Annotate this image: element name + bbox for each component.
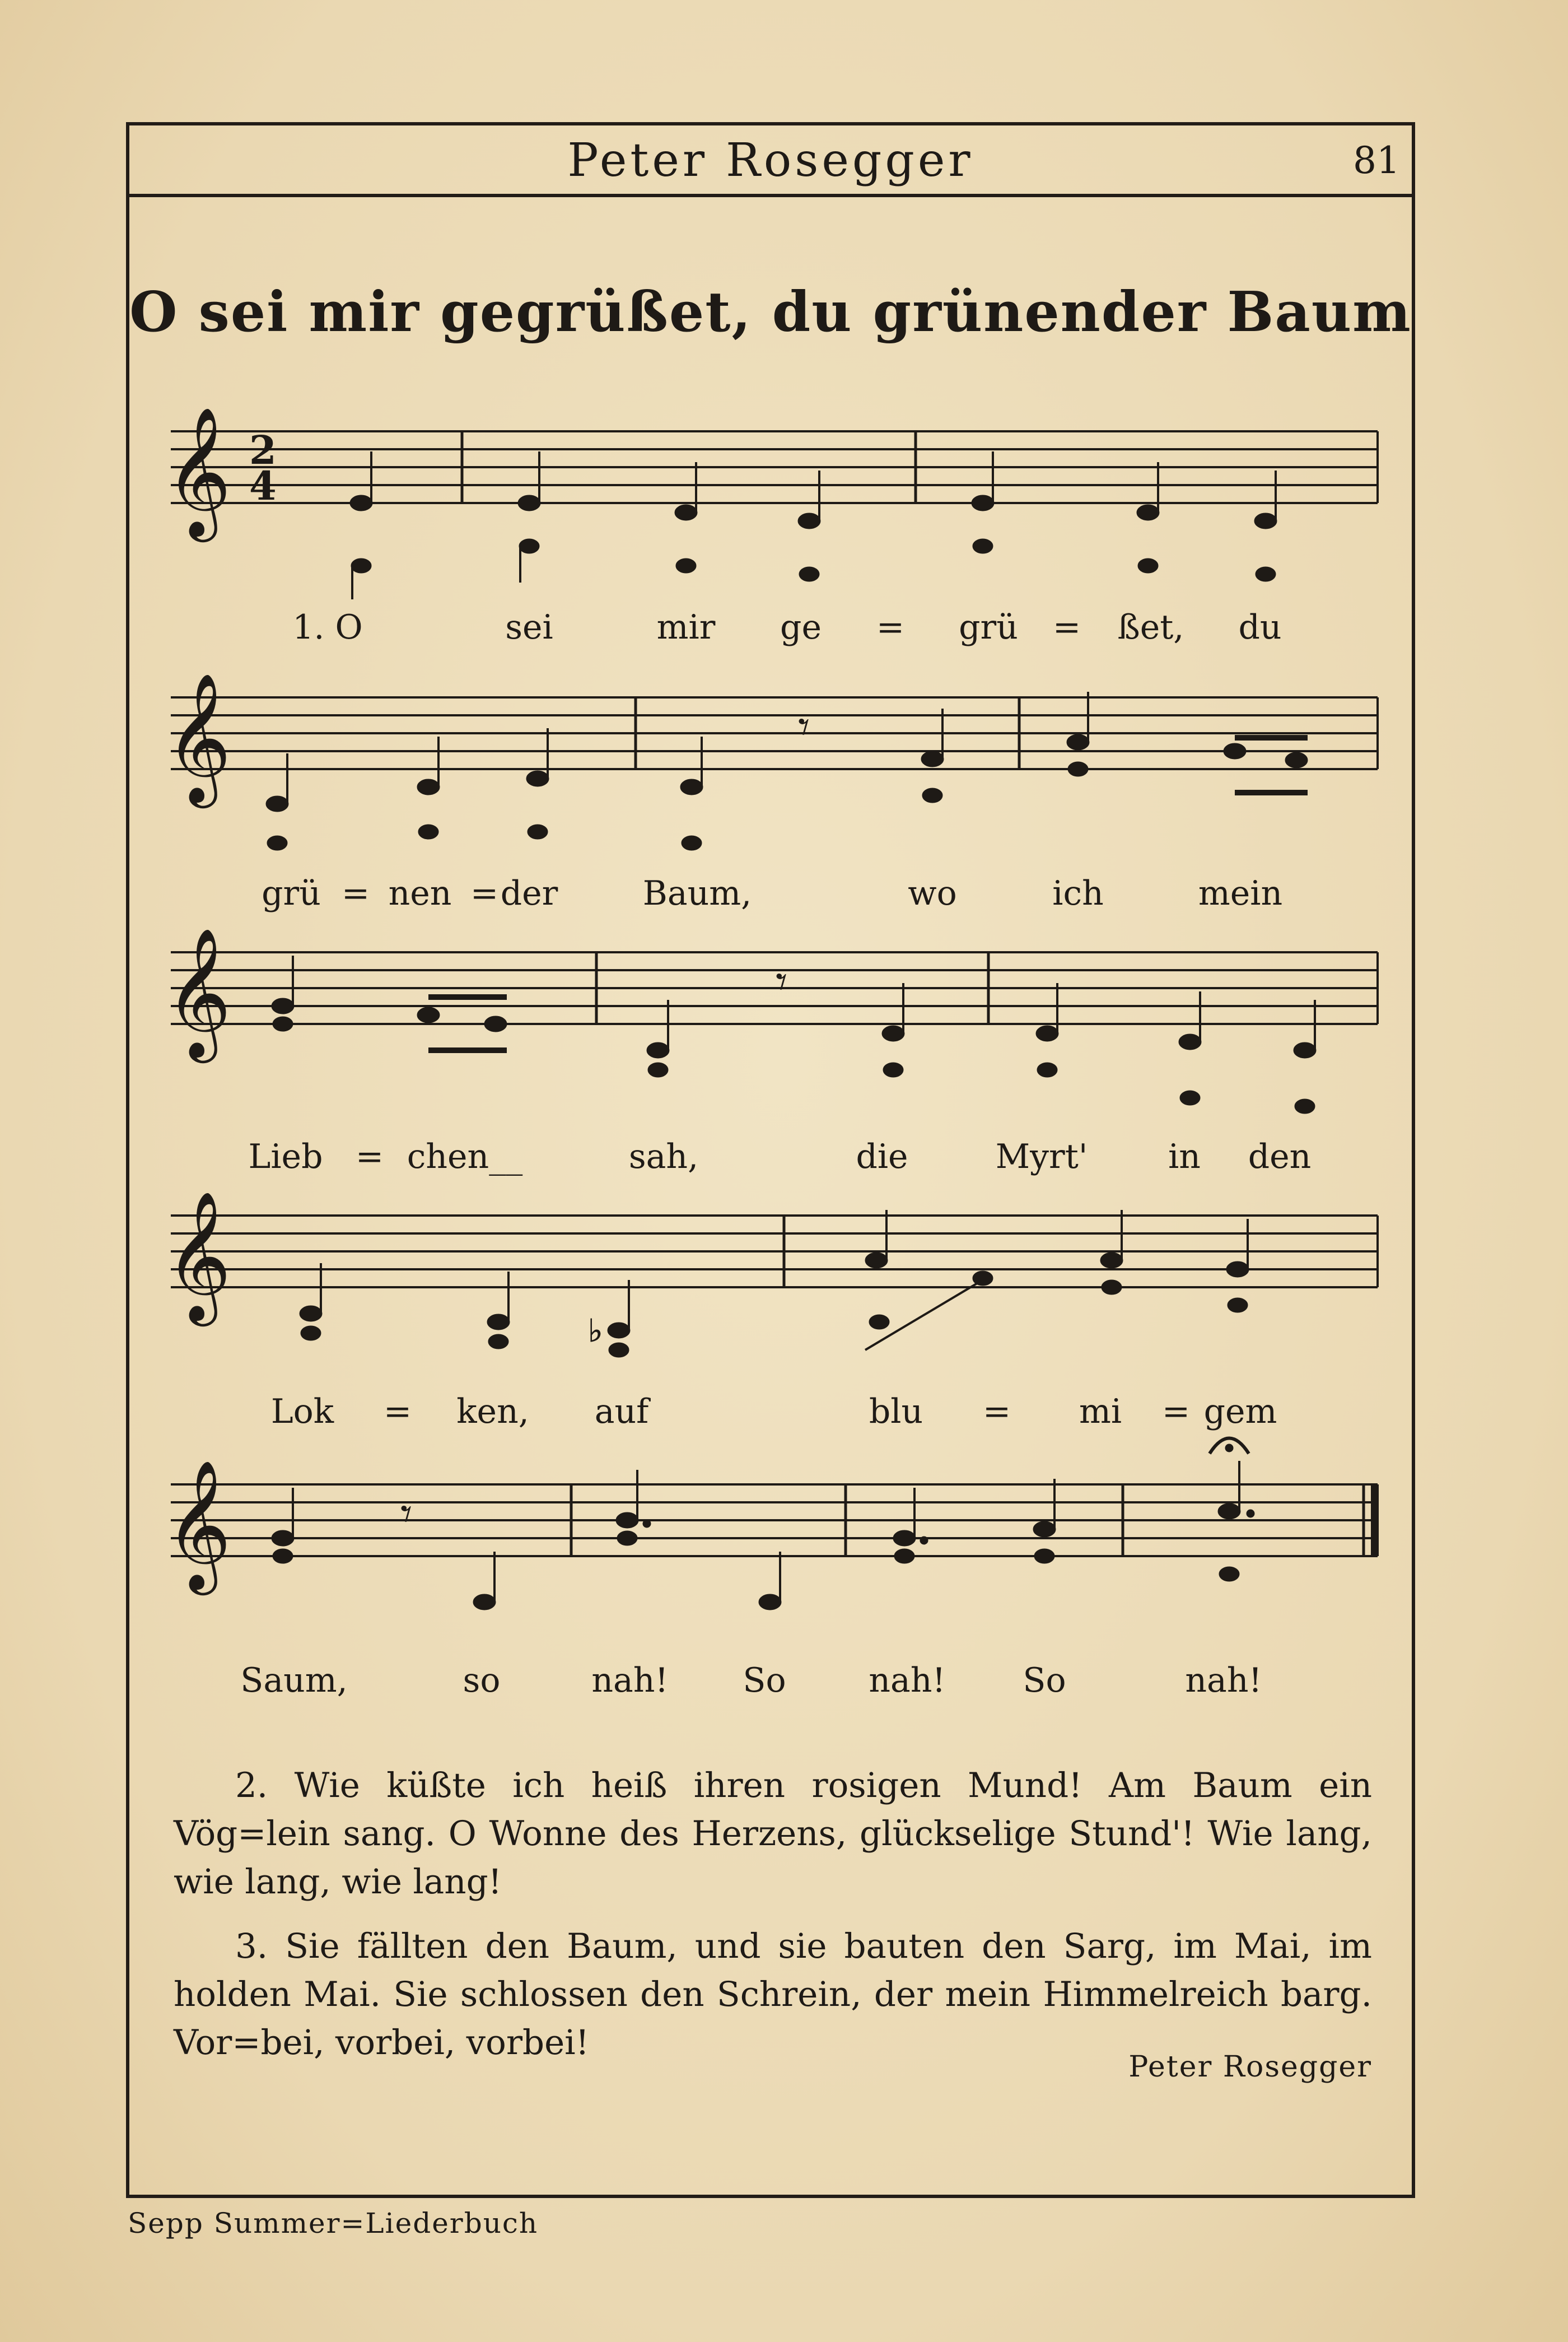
note-head (1218, 1503, 1240, 1519)
author-signature: Peter Rosegger (1128, 2050, 1372, 2084)
time-signature-numerator: 2 (249, 427, 277, 473)
note-head (798, 513, 820, 529)
eighth-rest-icon: 𝄾 (400, 1488, 413, 1540)
lyric-syllable: So (743, 1661, 786, 1700)
note-head (1034, 1549, 1054, 1563)
dot (643, 1520, 651, 1528)
note-head (973, 1271, 993, 1286)
lyric-syllable: ßet, (1117, 608, 1184, 647)
note-head (616, 1512, 638, 1528)
note-head (1294, 1042, 1316, 1058)
lyric-syllable: Baum, (642, 874, 752, 913)
eighth-rest-icon: 𝄾 (776, 956, 788, 1008)
note-head (799, 567, 819, 581)
lyric-syllable: den (1248, 1137, 1312, 1176)
note-head (647, 1042, 669, 1058)
note-head (894, 1549, 914, 1563)
note-head (1102, 1280, 1122, 1295)
note-head (1228, 1298, 1248, 1312)
note-head (1137, 505, 1159, 520)
note-head (266, 796, 288, 812)
eighth-rest-icon: 𝄾 (798, 701, 810, 753)
lyric-syllable: Saum, (240, 1661, 348, 1700)
note-head (417, 1007, 440, 1023)
note-head (1179, 1034, 1201, 1050)
lyric-syllable: sei (505, 608, 553, 647)
lyric-hyphen: = (341, 874, 370, 913)
note-head (972, 495, 994, 511)
staff-system-5 (165, 1438, 1378, 1610)
lyric-hyphen: = (1161, 1392, 1191, 1431)
lyric-syllable: mi (1079, 1392, 1122, 1431)
treble-clef-icon: 𝄞 (165, 406, 232, 537)
fermata-dot (1225, 1444, 1233, 1452)
lyric-hyphen: = (355, 1137, 384, 1176)
lyric-syllable: grü (262, 874, 321, 913)
lyric-syllable: Lok (270, 1392, 334, 1431)
lyric-syllable: nah! (1185, 1661, 1262, 1700)
flat-sign-icon: ♭ (588, 1313, 603, 1349)
note-head (1219, 1567, 1239, 1581)
treble-clef-icon: 𝄞 (165, 1190, 232, 1321)
note-head (1224, 743, 1246, 759)
lyric-syllable: auf (594, 1392, 649, 1431)
lyric-hyphen: = (982, 1392, 1011, 1431)
note-head (675, 505, 697, 520)
staff-system-1 (165, 406, 1378, 599)
verse-3-text: 3. Sie fällten den Baum, und sie bauten den Sarg, im Mai, im holden Mai. Sie schlossen den Schrein, der mein Himmelreich barg. Vor=bei, vorbei, vorbei! (174, 1926, 1372, 2062)
note-head (1226, 1261, 1249, 1277)
lyric-syllable: nen (388, 874, 452, 913)
lyric-syllable: Lieb (248, 1137, 323, 1176)
note-head (300, 1306, 322, 1321)
note-head (1033, 1521, 1056, 1537)
note-head (487, 1314, 510, 1330)
lyric-hyphen: = (383, 1392, 412, 1431)
lyric-syllable: blu (869, 1392, 923, 1431)
verse-2 (174, 1762, 1372, 1906)
note-head (676, 558, 696, 573)
lyric-syllable: so (463, 1661, 501, 1700)
note-head (883, 1063, 903, 1077)
verse-3 (174, 1922, 1372, 2067)
note-head (1180, 1091, 1200, 1105)
lyric-syllable: 1. O (292, 608, 363, 647)
note-head (526, 771, 549, 786)
note-head (518, 495, 540, 511)
dot (1247, 1510, 1254, 1517)
running-header-title: Peter Rosegger (567, 134, 974, 187)
note-head (1254, 513, 1277, 529)
lyric-syllable: grü (959, 608, 1018, 647)
note-head (301, 1326, 321, 1340)
lyric-syllable: nah! (591, 1661, 669, 1700)
note-head (350, 495, 372, 511)
note-head (418, 825, 438, 839)
note-head (648, 1063, 668, 1077)
note-head (682, 836, 702, 850)
lyric-syllable: du (1238, 608, 1282, 647)
note-head (267, 836, 287, 850)
treble-clef-icon: 𝄞 (165, 927, 232, 1058)
note-head (973, 539, 993, 553)
treble-clef-icon: 𝄞 (165, 1459, 232, 1590)
staff-system-3 (165, 927, 1378, 1114)
note-head (528, 825, 548, 839)
note-head (759, 1594, 781, 1610)
note-head (865, 1253, 888, 1268)
lyric-syllable: in (1168, 1137, 1201, 1176)
lyric-syllable: mein (1198, 874, 1283, 913)
dot (920, 1536, 928, 1544)
staff-system-2 (165, 672, 1378, 850)
lyric-hyphen: = (470, 874, 499, 913)
note-head (417, 779, 440, 795)
note-head (1068, 762, 1088, 776)
note-head (1067, 734, 1089, 750)
lyric-syllable: der (500, 874, 558, 913)
note-head (273, 1549, 293, 1563)
note-head (273, 1017, 293, 1031)
note-head (488, 1334, 508, 1349)
page-number: 81 (1353, 139, 1400, 182)
note-head (882, 1026, 904, 1041)
lyric-syllable: ken, (456, 1392, 529, 1431)
treble-clef-icon: 𝄞 (165, 672, 232, 803)
note-head (608, 1323, 630, 1338)
note-head (893, 1530, 916, 1546)
song-title: O sei mir gegrüßet, du grünender Baum (129, 280, 1412, 344)
note-head (519, 539, 539, 553)
note-head (921, 751, 944, 767)
note-head (869, 1315, 889, 1329)
lyric-syllable: wo (908, 874, 957, 913)
lyric-syllable: chen__ (407, 1137, 523, 1176)
note-head (351, 558, 371, 573)
lyric-syllable: ge (780, 608, 822, 647)
lyric-syllable: So (1023, 1661, 1066, 1700)
book-footer: Sepp Summer=Liederbuch (128, 2207, 539, 2239)
note-head (680, 779, 703, 795)
note-head (1285, 752, 1308, 768)
note-head (473, 1594, 496, 1610)
lyric-syllable: sah, (628, 1137, 699, 1176)
note-head (484, 1016, 507, 1032)
staff-system-4 (165, 1190, 1378, 1357)
lyric-syllable: gem (1203, 1392, 1277, 1431)
note-head (1138, 558, 1158, 573)
note-head (1037, 1063, 1057, 1077)
lyric-syllable: die (856, 1137, 908, 1176)
note-head (1295, 1099, 1315, 1114)
lyric-syllable: nah! (869, 1661, 946, 1700)
lyric-syllable: Myrt' (995, 1137, 1088, 1176)
note-head (1100, 1253, 1123, 1268)
note-head (272, 1530, 294, 1546)
note-head (922, 788, 942, 803)
lyric-syllable: ich (1052, 874, 1104, 913)
lyric-hyphen: = (1052, 608, 1081, 647)
note-head (1036, 1026, 1058, 1041)
note-head (617, 1531, 637, 1545)
lyric-hyphen: = (876, 608, 905, 647)
note-head (272, 998, 294, 1014)
verse-2-text: 2. Wie küßte ich heiß ihren rosigen Mund! Am Baum ein Vög=lein sang. O Wonne des Herzens, glückselige Stund'! Wie lang, wie lang, wie lang! (174, 1766, 1372, 1902)
time-signature-denominator: 4 (249, 463, 277, 509)
lyric-syllable: mir (656, 608, 716, 647)
note-head (1256, 567, 1276, 581)
note-head (609, 1343, 629, 1357)
